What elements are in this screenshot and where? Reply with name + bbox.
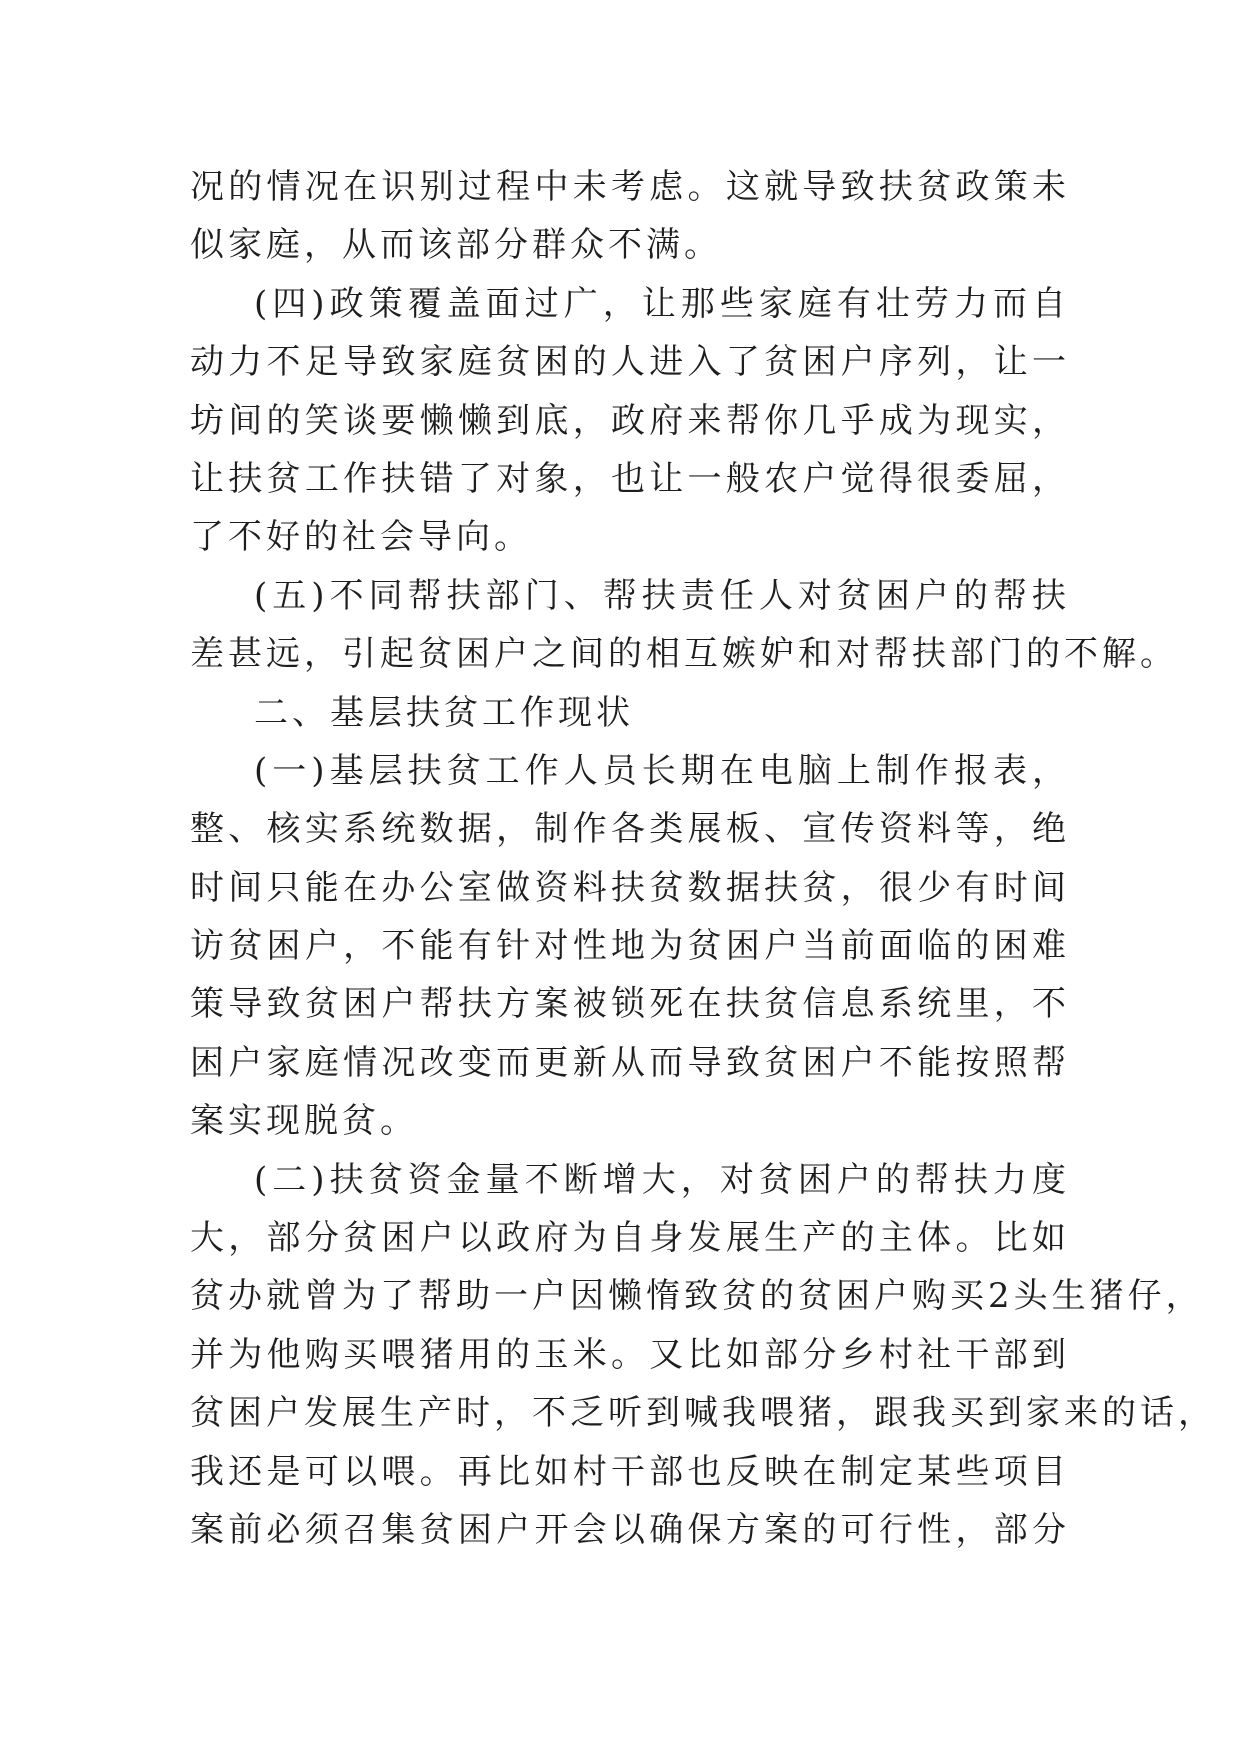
text-line: 时间只能在办公室做资料扶贫数据扶贫，很少有时间 <box>190 867 1070 908</box>
text-line: 困户家庭情况改变而更新从而导致贫困户不能按照帮 <box>190 1042 1070 1083</box>
section-heading <box>190 684 1070 742</box>
text-line: (四)政策覆盖面过广，让那些家庭有壮劳力而自 <box>254 283 1070 324</box>
text-line: 贫困户发展生产时，不乏听到喊我喂猪，跟我买到家来的话， <box>190 1393 1216 1434</box>
text-line: 访贫困户，不能有针对性地为贫困户当前面临的困难 <box>190 926 1070 967</box>
text-line: 策导致贫困户帮扶方案被锁死在扶贫信息系统里，不 <box>190 984 1070 1025</box>
paragraph-item-five <box>190 567 1178 684</box>
text-line: 况的情况在识别过程中未考虑。这就导致扶贫政策未 <box>190 167 1070 207</box>
text-line: 似家庭，从而该部分群众不满。 <box>190 225 722 266</box>
text-line: 贫办就曾为了帮助一户因懒惰致贫的贫困户购买2头生猪仔， <box>190 1276 1204 1317</box>
paragraph-item-one <box>190 742 1070 1151</box>
text-line: 并为他购买喂猪用的玉米。又比如部分乡村社干部到 <box>190 1334 1070 1375</box>
text-line: (一)基层扶贫工作人员长期在电脑上制作报表， <box>254 750 1070 791</box>
document-body <box>190 158 1216 1559</box>
text-line: 大，部分贫困户以政府为自身发展生产的主体。比如 <box>190 1218 1070 1259</box>
text-line: 动力不足导致家庭贫困的人进入了贫困户序列，让一 <box>190 342 1070 383</box>
text-line: 让扶贫工作扶错了对象，也让一般农户觉得很委屈， <box>190 458 1070 499</box>
text-line: 案前必须召集贫困户开会以确保方案的可行性，部分 <box>190 1509 1070 1550</box>
paragraph-continuation <box>190 158 1070 275</box>
text-line: 整、核实系统数据，制作各类展板、宣传资料等，绝 <box>190 809 1070 850</box>
paragraph-item-four <box>190 275 1070 567</box>
paragraph-item-two <box>190 1151 1216 1560</box>
text-line: 差甚远，引起贫困户之间的相互嫉妒和对帮扶部门的不解。 <box>190 634 1178 675</box>
text-line: (五)不同帮扶部门、帮扶责任人对贫困户的帮扶 <box>254 575 1070 616</box>
text-line: (二)扶贫资金量不断增大，对贫困户的帮扶力度 <box>254 1159 1070 1200</box>
heading-text: 二、基层扶贫工作现状 <box>254 692 634 733</box>
text-line: 案实现脱贫。 <box>190 1101 418 1142</box>
text-line: 我还是可以喂。再比如村干部也反映在制定某些项目 <box>190 1451 1070 1492</box>
text-line: 坊间的笑谈要懒懒到底，政府来帮你几乎成为现实， <box>190 400 1070 441</box>
text-line: 了不好的社会导向。 <box>190 517 532 558</box>
